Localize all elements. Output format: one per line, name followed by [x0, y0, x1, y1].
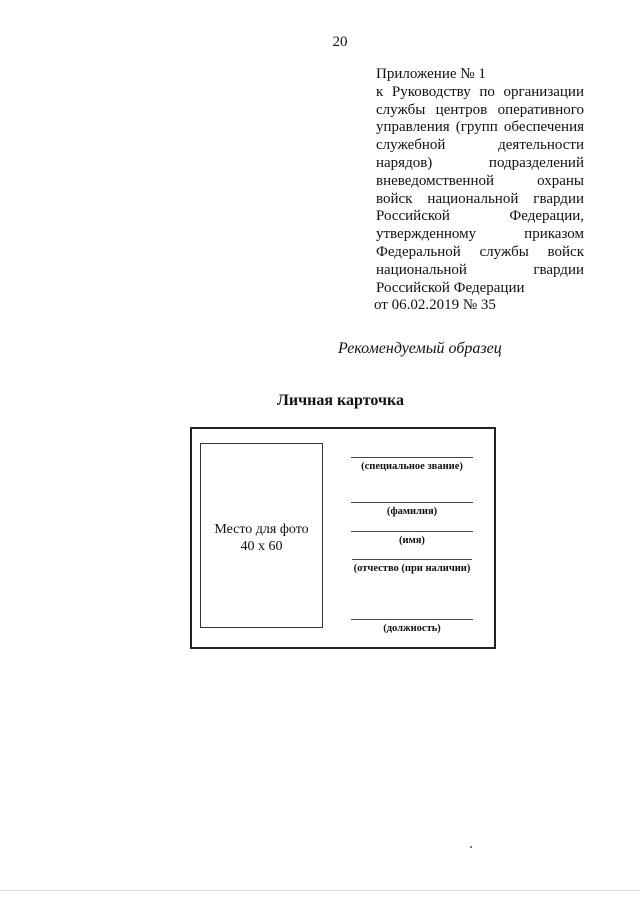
appendix-line: служебной деятельности	[376, 137, 584, 154]
personal-card-frame	[190, 427, 496, 649]
field-label: (должность)	[383, 623, 441, 634]
field-label: (специальное звание)	[361, 461, 463, 472]
appendix-block	[376, 66, 584, 315]
appendix-line: Российской Федерации,	[376, 208, 584, 225]
appendix-line: утвержденному приказом	[376, 226, 584, 243]
field-line	[351, 457, 473, 458]
photo-size-label: 40 х 60	[240, 538, 283, 554]
field-special-rank	[351, 457, 473, 473]
page-number: 20	[332, 34, 348, 50]
scan-speck	[470, 846, 472, 848]
card-heading: Личная карточка	[277, 392, 404, 409]
appendix-line: службы центров оперативного	[376, 101, 584, 118]
page-bottom-edge	[0, 890, 640, 891]
field-label: (фамилия)	[386, 506, 438, 517]
field-line	[352, 559, 472, 560]
field-line	[351, 531, 473, 532]
appendix-order-date: от 06.02.2019 № 35	[374, 297, 496, 314]
appendix-line: Федеральной службы войск	[376, 243, 584, 260]
field-first-name	[351, 531, 473, 547]
appendix-title: Приложение № 1	[376, 66, 486, 82]
field-label: (имя)	[399, 535, 425, 546]
appendix-line: управления (групп обеспечения	[376, 119, 584, 136]
photo-placeholder	[200, 443, 323, 628]
appendix-line: нарядов) подразделений	[376, 154, 584, 171]
appendix-line: Российской Федерации	[376, 279, 525, 296]
appendix-line: к Руководству по организации	[376, 83, 584, 100]
field-position	[351, 619, 473, 635]
appendix-line: вневедомственной охраны	[376, 172, 584, 189]
field-line	[351, 619, 473, 620]
field-patronymic	[352, 559, 472, 575]
photo-placeholder-label: Место для фото	[214, 521, 309, 537]
appendix-line: войск национальной гвардии	[376, 190, 584, 207]
field-label: (отчество (при наличии)	[353, 563, 471, 574]
sample-label: Рекомендуемый образец	[338, 340, 502, 357]
field-surname	[351, 502, 473, 518]
appendix-line: национальной гвардии	[376, 261, 584, 278]
field-line	[351, 502, 473, 503]
